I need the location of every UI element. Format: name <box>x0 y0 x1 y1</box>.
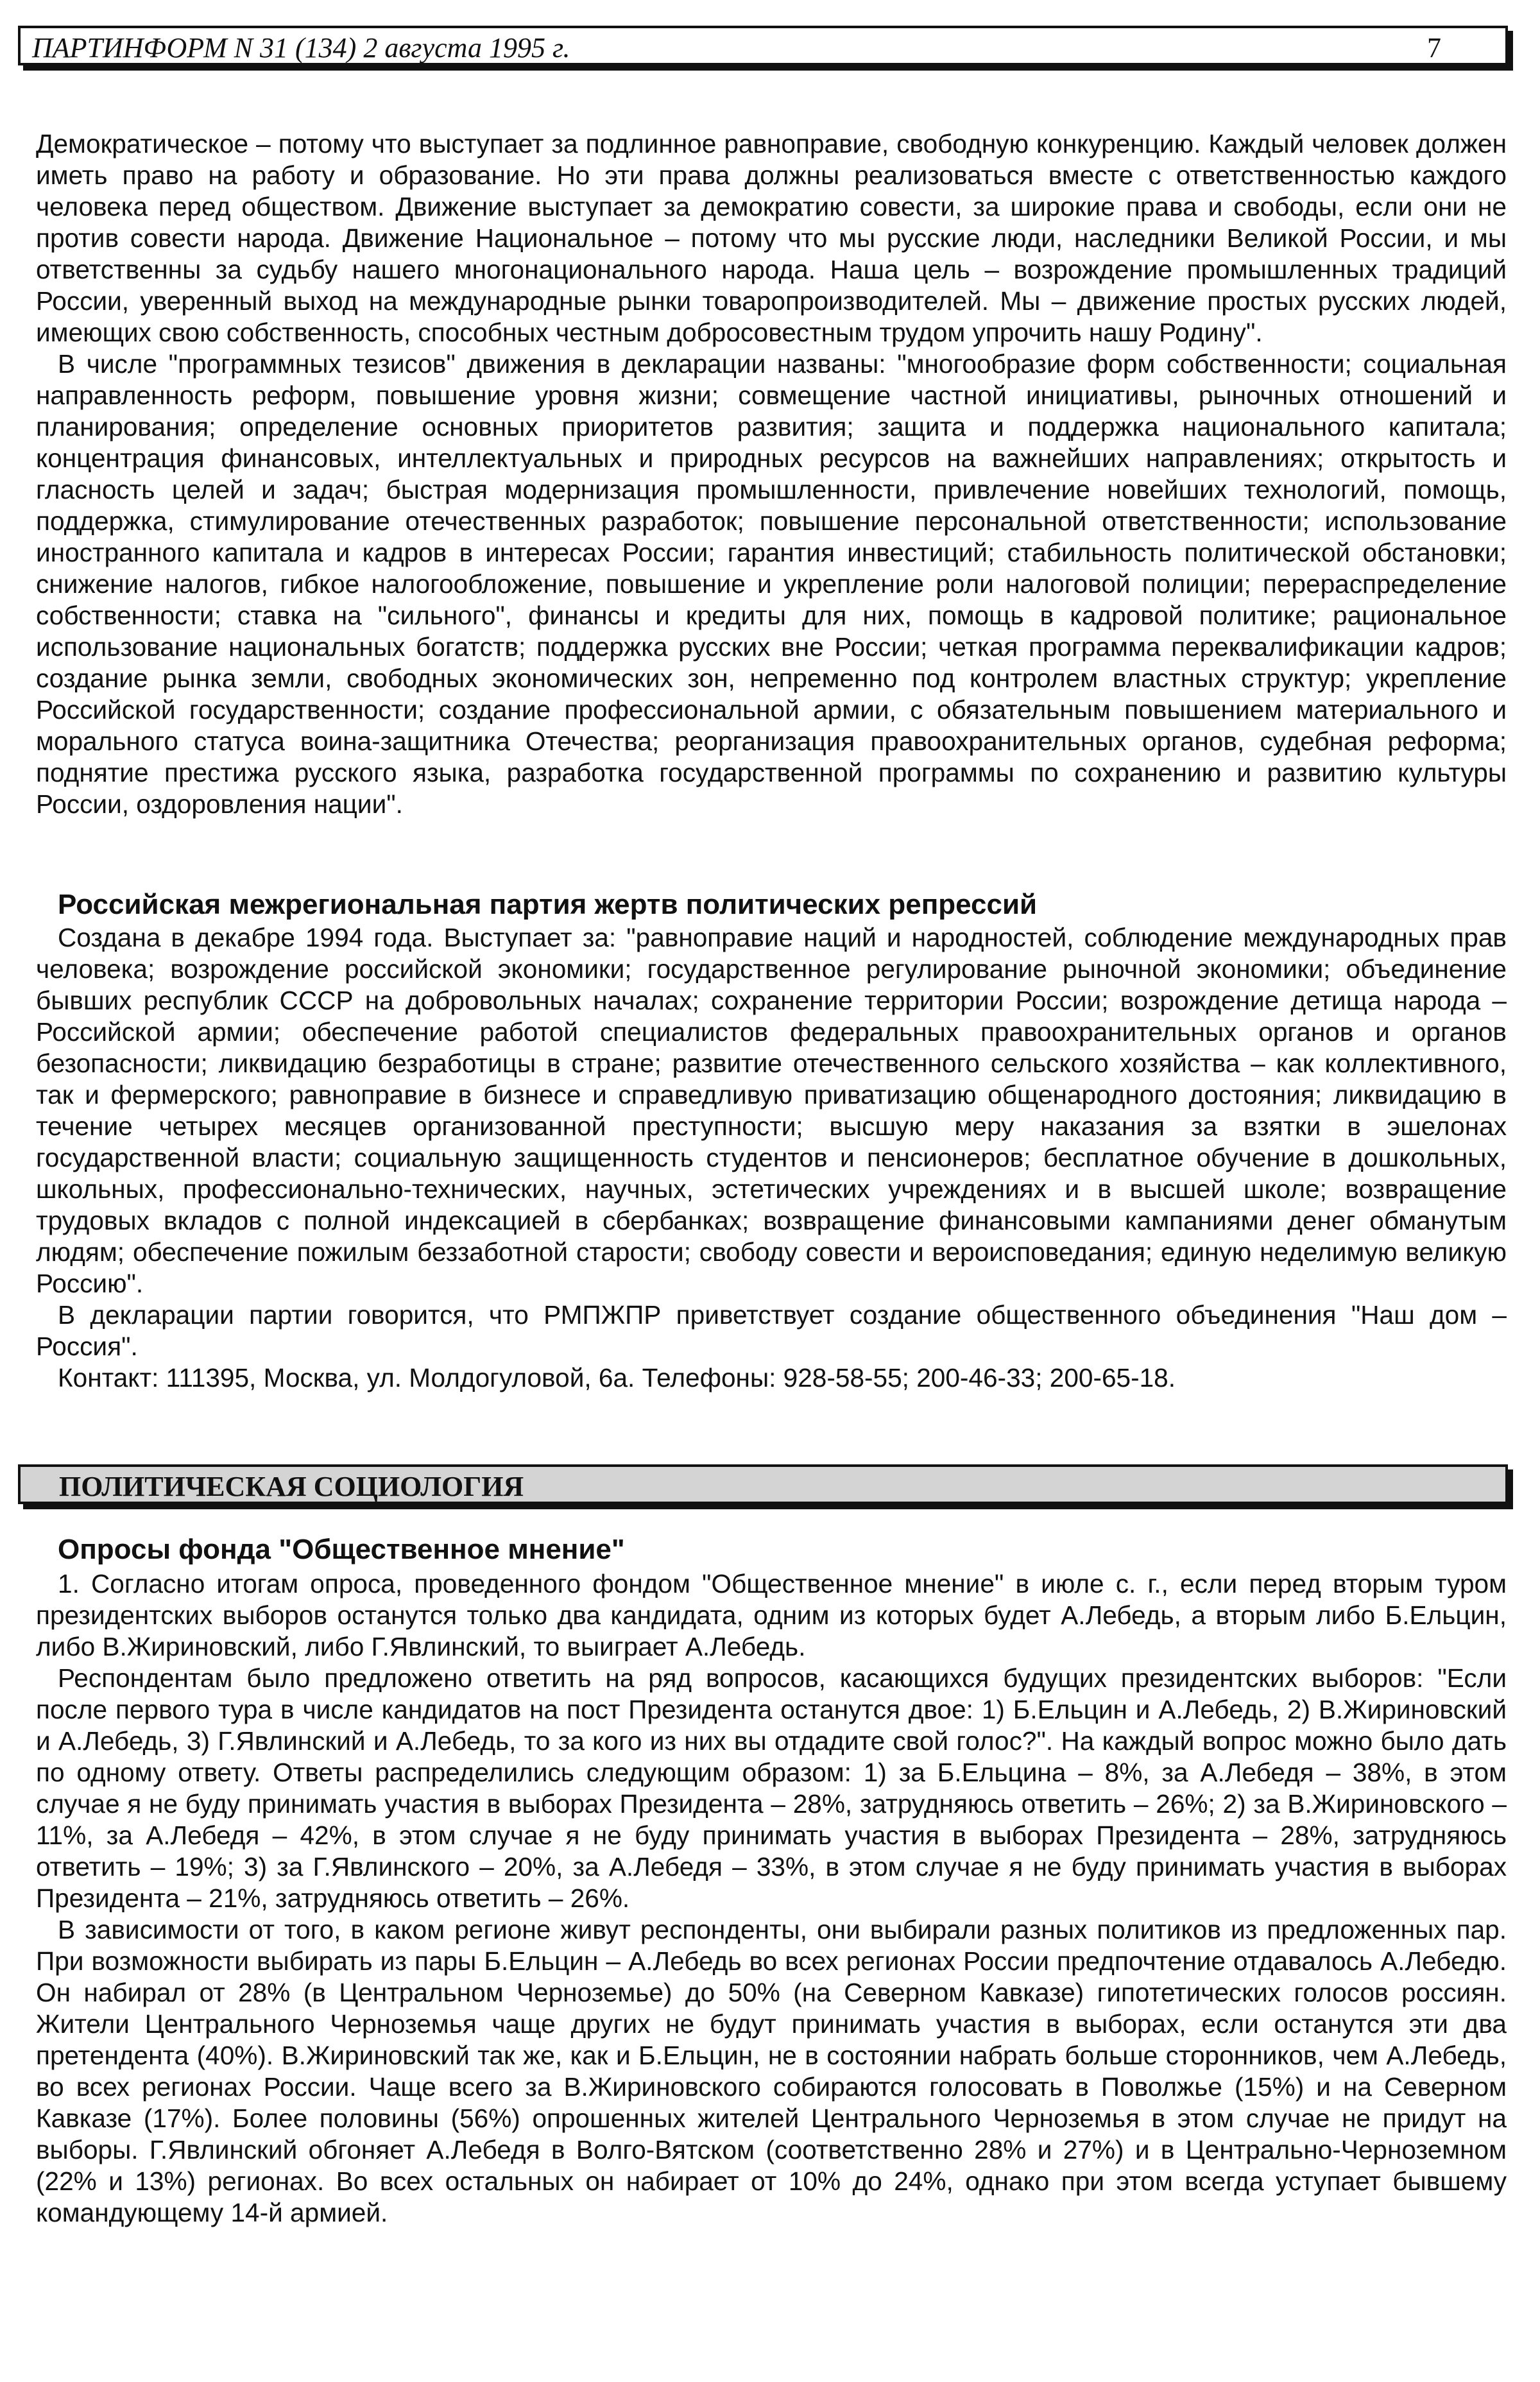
contact-paragraph: Контакт: 111395, Москва, ул. Молдогуловой, 6а. Телефоны: 928-58-55; 200-46-33; 200-65-18. <box>58 1363 1176 1392</box>
paragraph: В декларации партии говорится, что РМПЖПР приветствует создание общественного объединения "Наш дом – Россия". <box>36 1300 1507 1361</box>
page-number: 7 <box>1427 32 1441 64</box>
poll-text <box>36 1568 1507 2229</box>
poll-heading: Опросы фонда "Общественное мнение" <box>58 1534 625 1565</box>
issue-title: ПАРТИНФОРМ N 31 (134) 2 августа 1995 г. <box>32 32 570 64</box>
paragraph: Создана в декабре 1994 года. Выступает за: "равноправие наций и народностей, соблюдение международных прав человека; возрождение российской экономики; государственное регулирование рыночной экономики; объединение бывших республик СССР на добровольных началах; сохранение территории России; возрождение детища народа – Российской армии; обеспечение работой специалистов федеральных правоохранительных органов и органов безопасности; ликвидацию безработицы в стране; развитие отечественного сельского хозяйства – как коллективного, так и фермерского; равноправие в бизнесе и справедливую приватизацию общенародного достояния; ликвидацию в течение четырех месяцев организованной преступности; высшую меру наказания за взятки в эшелонах государственной власти; социальную защищенность студентов и пенсионеров; бесплатное обучение в дошкольных, школьных, профессионально-технических, научных, эстетических учреждениях и в высшей школе; возвращение трудовых вкладов с полной индексацией в сбербанках; возвращение финансовыми кампаниями денег обманутым людям; обеспечение пожилым беззаботной старости; свободу совести и вероисповедания; единую неделимую великую Россию". <box>36 923 1507 1298</box>
paragraph: В числе "программных тезисов" движения в декларации названы: "многообразие форм собственности; социальная направленность реформ, повышение уровня жизни; совмещение частной инициативы, рыночных отношений и планирования; определение основных приоритетов развития; защита и поддержка национального капитала; концентрация финансовых, интеллектуальных и природных ресурсов на важнейших направлениях; открытость и гласность целей и задач; быстрая модернизация промышленности, привлечение новейших технологий, помощь, поддержка, стимулирование отечественных разработок; повышение персональной ответственности; использование иностранного капитала и кадров в интересах России; гарантия инвестиций; стабильность политической обстановки; снижение налогов, гибкое налогообложение, повышение и укрепление роли налоговой полиции; перераспределение собственности; ставка на "сильного", финансы и кредиты для них, помощь в кадровой политике; рациональное использование национальных богатств; поддержка русских вне России; четкая программа переквалификации кадров; создание рынка земли, свободных экономических зон, непременно под контролем властных структур; укрепление Российской государственности; создание профессиональной армии, с обязательным повышением материального и морального статуса воина-защитника Отечества; реорганизация правоохранительных органов, судебная реформа; поднятие престижа русского языка, разработка государственной программы по сохранению и развитию культуры России, оздоровления нации". <box>36 349 1507 819</box>
movement-declaration-text <box>36 128 1507 820</box>
section-title: ПОЛИТИЧЕСКАЯ СОЦИОЛОГИЯ <box>59 1471 524 1502</box>
paragraph: В зависимости от того, в каком регионе живут респонденты, они выбирали разных политиков из предложенных пар. При возможности выбирать из пары Б.Ельцин – А.Лебедь во всех регионах России предпочтение отдавалось А.Лебедю. Он набирал от 28% (в Центральном Черноземье) до 50% (на Северном Кавказе) гипотетических голосов россиян. Жители Центрального Черноземья чаще других не будут принимать участия в выборах, если останутся эти два претендента (40%). В.Жириновский так же, как и Б.Ельцин, не в состоянии набрать больше сторонников, чем А.Лебедь, во всех регионах России. Чаще всего за В.Жириновского собираются голосовать в Поволжье (15%) и на Северном Кавказе (17%). Более половины (56%) опрошенных жителей Центрального Черноземья в этом случае не придут на выборы. Г.Явлинский обгоняет А.Лебедя в Волго-Вятском (соответственно 28% и 27%) и в Центрально-Черноземном (22% и 13%) регионах. Во всех остальных он набирает от 10% до 24%, однако при этом всегда уступает бывшему командующему 14-й армией. <box>36 1915 1507 2227</box>
party-text <box>36 922 1507 1394</box>
paragraph: 1. Согласно итогам опроса, проведенного фондом "Общественное мнение" в июле с. г., если перед вторым туром президентских выборов останутся только два кандидата, одним из которых будет А.Лебедь, а вторым либо Б.Ельцин, либо В.Жириновский, либо Г.Явлинский, то выиграет А.Лебедь. <box>36 1569 1507 1661</box>
paragraph: Респондентам было предложено ответить на ряд вопросов, касающихся будущих президентских выборов: "Если после первого тура в числе кандидатов на пост Президента останутся двое: 1) Б.Ельцин и А.Лебедь, 2) В.Жириновский и А.Лебедь, 3) Г.Явлинский и А.Лебедь, то за кого из них вы отдадите свой голос?". На каждый вопрос можно было дать по одному ответу. Ответы распределились следующим образом: 1) за Б.Ельцина – 8%, за А.Лебедя – 38%, в этом случае я не буду принимать участия в выборах Президента – 28%, затрудняюсь ответить – 26%; 2) за В.Жириновского – 11%, за А.Лебедя – 42%, в этом случае я не буду принимать участия в выборах Президента – 28%, затрудняюсь ответить – 19%; 3) за Г.Явлинского – 20%, за А.Лебедя – 33%, в этом случае я не буду принимать участия в выборах Президента – 21%, затрудняюсь ответить – 26%. <box>36 1663 1507 1913</box>
paragraph: Демократическое – потому что выступает за подлинное равноправие, свободную конкуренцию. Каждый человек должен иметь право на работу и образование. Но эти права должны реализоваться вместе с ответственностью каждого человека перед обществом. Движение выступает за демократию совести, за широкие права и свободы, если они не против совести народа. Движение Национальное – потому что мы русские люди, наследники Великой России, и мы ответственны за судьбу нашего многонационального народа. Наша цель – возрождение промышленных традиций России, уверенный выход на международные рынки товаропроизводителей. Мы – движение простых русских людей, имеющих свою собственность, способных честным добросовестным трудом упрочить нашу Родину". <box>36 129 1507 347</box>
page-header <box>18 26 1508 65</box>
party-heading: Российская межрегиональная партия жертв политических репрессий <box>58 889 1038 920</box>
section-banner <box>18 1464 1508 1504</box>
